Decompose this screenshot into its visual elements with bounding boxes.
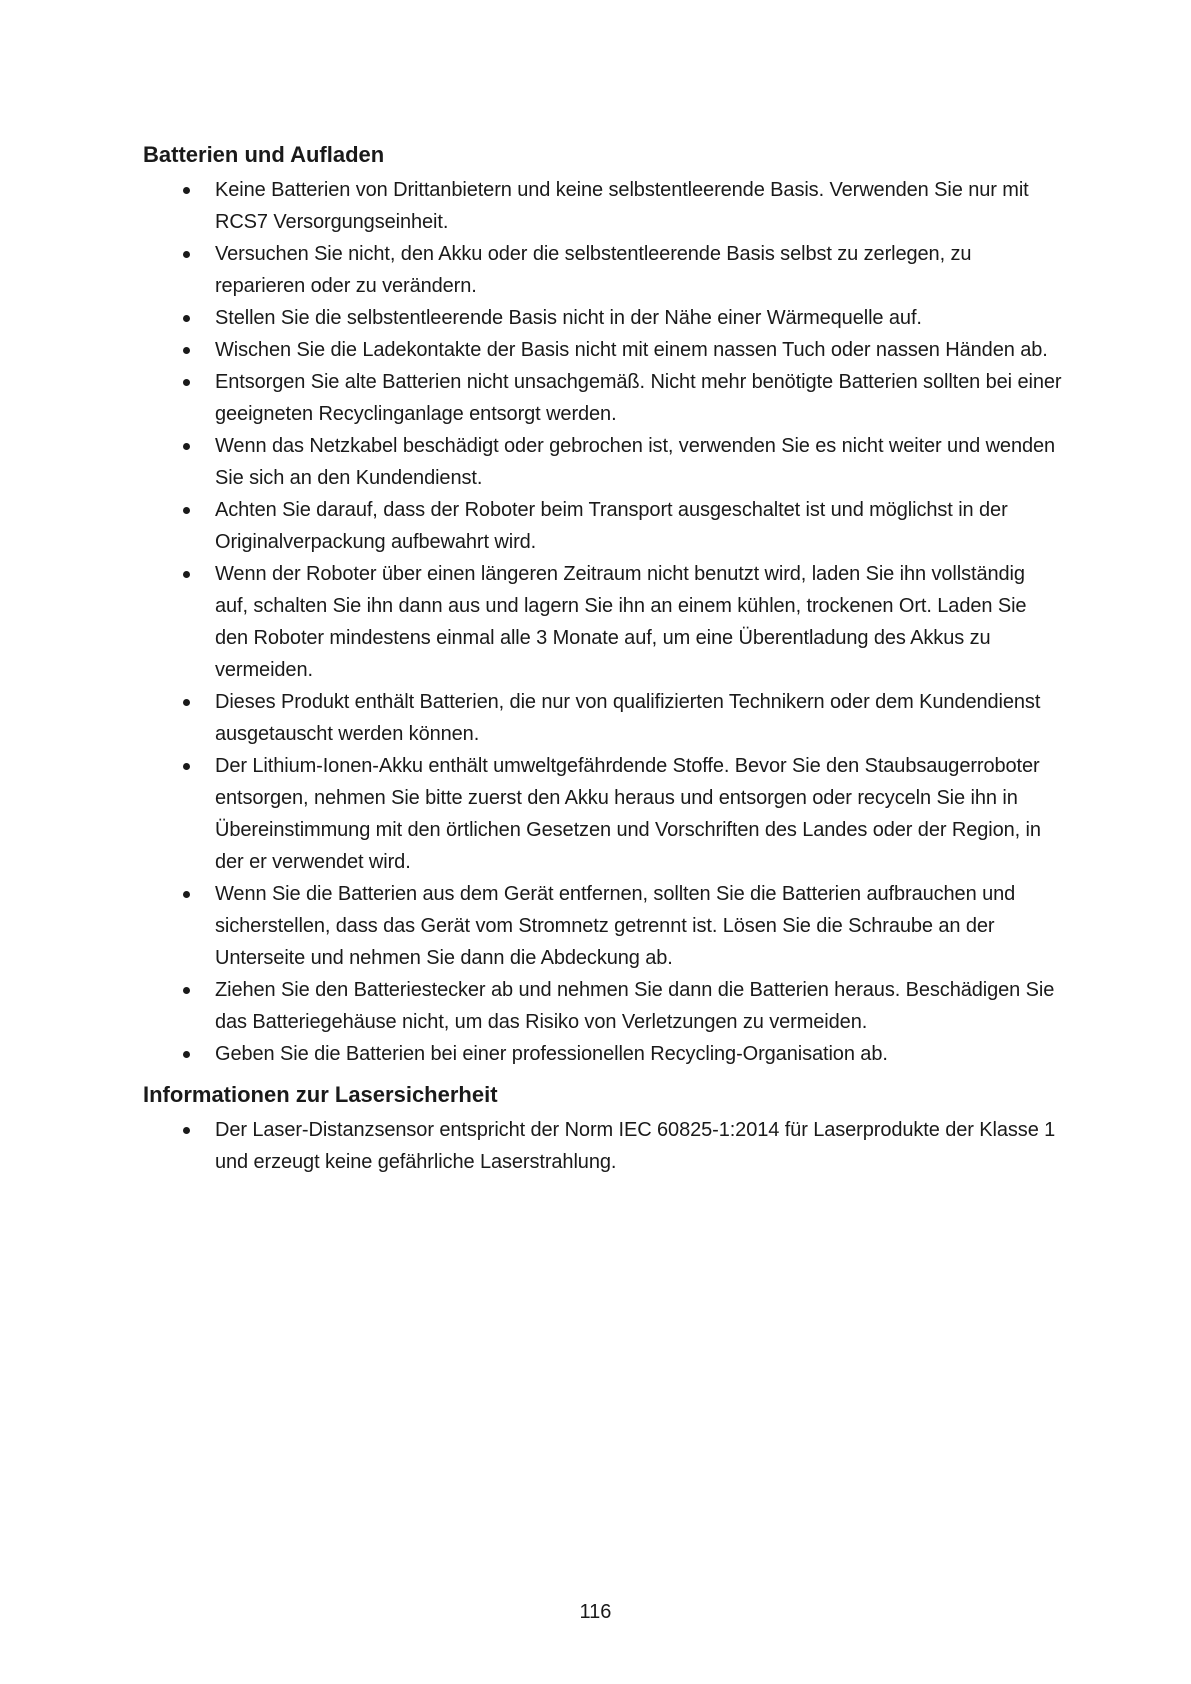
list-item [143, 174, 1063, 238]
bullet-icon [183, 891, 190, 898]
section-batteries [143, 140, 1063, 1070]
bullet-icon [183, 315, 190, 322]
list-item-text: Der Laser-Distanzsensor entspricht der Norm IEC 60825-1:2014 für Laserprodukte der Klasse 1 und erzeugt keine gefährliche Laserstrahlung. [215, 1119, 1056, 1173]
bullet-icon [183, 347, 190, 354]
list-item-text: Wenn das Netzkabel beschädigt oder gebrochen ist, verwenden Sie es nicht weiter und wenden Sie sich an den Kundendienst. [215, 435, 1056, 489]
list-item [143, 878, 1063, 974]
bullet-icon [183, 1127, 190, 1134]
list-item [143, 366, 1063, 430]
section-heading: Batterien und Aufladen [143, 142, 385, 167]
bullet-icon [183, 379, 190, 386]
bullet-list [143, 1114, 1063, 1178]
page-number: 116 [579, 1601, 612, 1623]
list-item [143, 974, 1063, 1038]
list-item [143, 430, 1063, 494]
document-page [143, 140, 1063, 1188]
list-item [143, 750, 1063, 878]
list-item [143, 1114, 1063, 1178]
list-item [143, 558, 1063, 686]
bullet-icon [183, 987, 190, 994]
bullet-icon [183, 507, 190, 514]
list-item [143, 1038, 1063, 1070]
bullet-list [143, 174, 1063, 1070]
list-item-text: Versuchen Sie nicht, den Akku oder die selbstentleerende Basis selbst zu zerlegen, zu reparieren oder zu verändern. [215, 243, 972, 297]
list-item-text: Wischen Sie die Ladekontakte der Basis nicht mit einem nassen Tuch oder nassen Händen ab. [215, 339, 1048, 361]
bullet-icon [183, 1051, 190, 1058]
bullet-icon [183, 571, 190, 578]
list-item-text: Dieses Produkt enthält Batterien, die nur von qualifizierten Technikern oder dem Kundendienst ausgetauscht werden können. [215, 691, 1041, 745]
list-item-text: Wenn der Roboter über einen längeren Zeitraum nicht benutzt wird, laden Sie ihn vollständig auf, schalten Sie ihn dann aus und lagern Sie ihn an einem kühlen, trockenen Ort. Laden Sie den Roboter mindestens einmal alle 3 Monate auf, um eine Überentladung des Akkus zu vermeiden. [215, 563, 1027, 681]
bullet-icon [183, 443, 190, 450]
list-item-text: Ziehen Sie den Batteriestecker ab und nehmen Sie dann die Batterien heraus. Beschädigen Sie das Batteriegehäuse nicht, um das Risiko von Verletzungen zu vermeiden. [215, 979, 1055, 1033]
list-item-text: Stellen Sie die selbstentleerende Basis nicht in der Nähe einer Wärmequelle auf. [215, 307, 922, 329]
section-laser-safety [143, 1080, 1063, 1178]
list-item [143, 334, 1063, 366]
bullet-icon [183, 699, 190, 706]
bullet-icon [183, 187, 190, 194]
list-item-text: Wenn Sie die Batterien aus dem Gerät entfernen, sollten Sie die Batterien aufbrauchen und sicherstellen, dass das Gerät vom Stromnetz getrennt ist. Lösen Sie die Schraube an der Unterseite und nehmen Sie dann die Abdeckung ab. [215, 883, 1016, 969]
section-heading: Informationen zur Lasersicherheit [143, 1082, 498, 1107]
bullet-icon [183, 763, 190, 770]
list-item [143, 302, 1063, 334]
list-item-text: Achten Sie darauf, dass der Roboter beim Transport ausgeschaltet ist und möglichst in der Originalverpackung aufbewahrt wird. [215, 499, 1008, 553]
list-item [143, 686, 1063, 750]
list-item-text: Geben Sie die Batterien bei einer professionellen Recycling-Organisation ab. [215, 1043, 888, 1065]
list-item-text: Entsorgen Sie alte Batterien nicht unsachgemäß. Nicht mehr benötigte Batterien sollten bei einer geeigneten Recyclinganlage entsorgt werden. [215, 371, 1062, 425]
list-item-text: Keine Batterien von Drittanbietern und keine selbstentleerende Basis. Verwenden Sie nur mit RCS7 Versorgungseinheit. [215, 179, 1029, 233]
list-item [143, 238, 1063, 302]
list-item-text: Der Lithium-Ionen-Akku enthält umweltgefährdende Stoffe. Bevor Sie den Staubsaugerroboter entsorgen, nehmen Sie bitte zuerst den Akku heraus und entsorgen oder recyceln Sie ihn in Übereinstimmung mit den örtlichen Gesetzen und Vorschriften des Landes oder der Region, in der er verwendet wird. [215, 755, 1041, 873]
bullet-icon [183, 251, 190, 258]
list-item [143, 494, 1063, 558]
